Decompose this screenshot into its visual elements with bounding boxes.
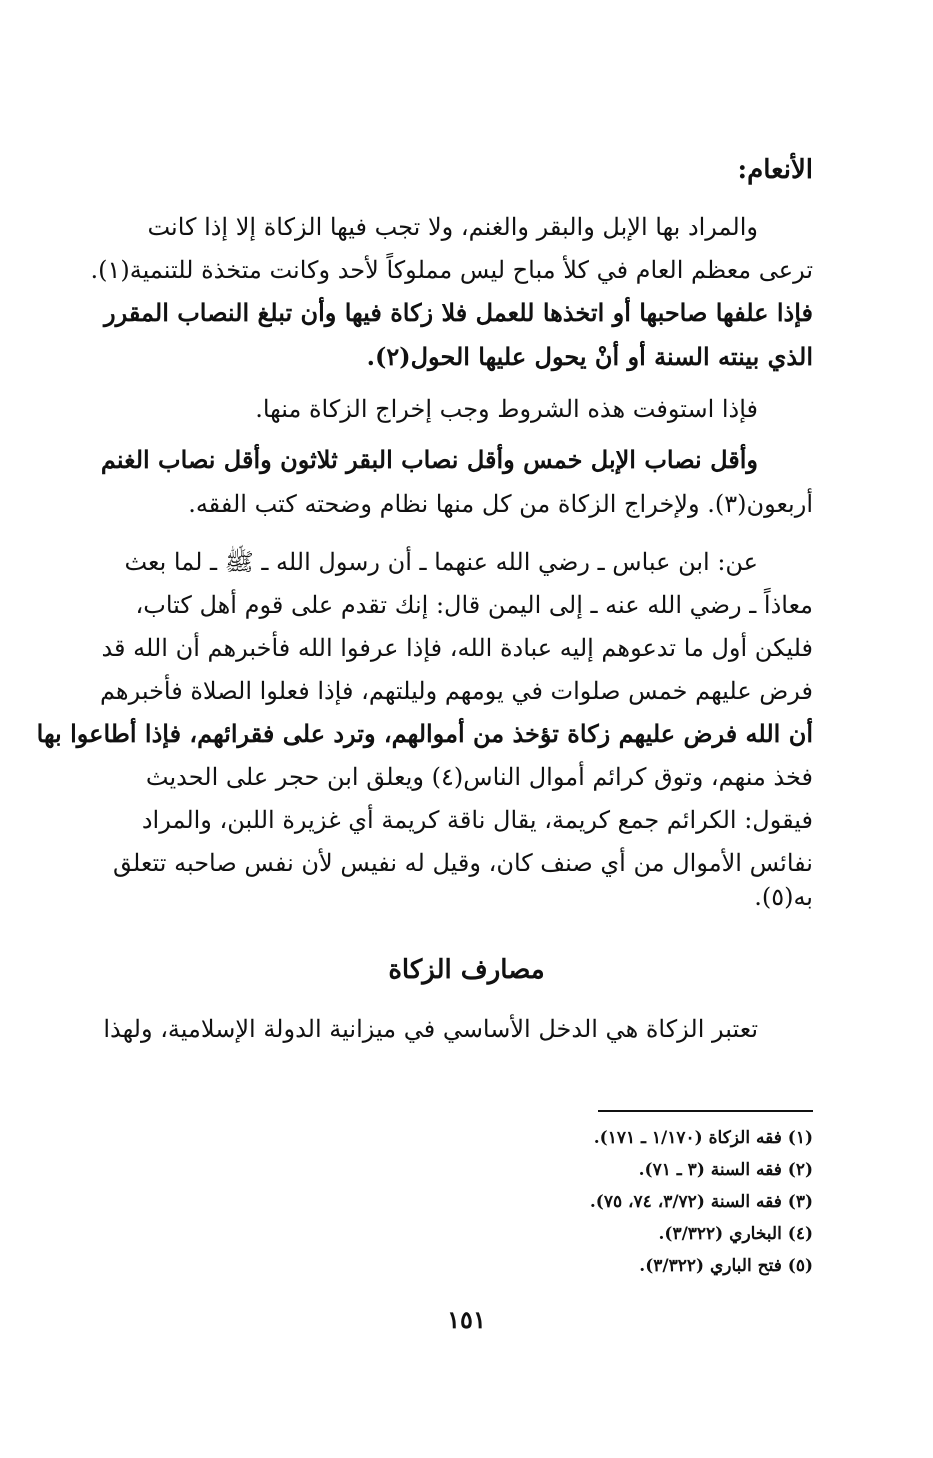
- text-line: فرض عليهم خمس صلوات في يومهم وليلتهم، فإذا فعلوا الصلاة فأخبرهم: [99, 677, 813, 705]
- footnote: (١) فقه الزكاة (١/١٧٠ ـ ١٧١).: [593, 1128, 813, 1148]
- text-line: تعتبر الزكاة هي الدخل الأساسي في ميزانية الدولة الإسلامية، ولهذا: [103, 1015, 758, 1043]
- text-line: فليكن أول ما تدعوهم إليه عبادة الله، فإذا عرفوا الله فأخبرهم أن الله قد: [101, 634, 813, 662]
- text-line: وأقل نصاب الإبل خمس وأقل نصاب البقر ثلاثون وأقل نصاب الغنم: [100, 445, 758, 474]
- paragraph-livestock-conditions: [90, 210, 813, 371]
- paragraph-conditions-met: [158, 392, 758, 428]
- paragraph-nisab: [100, 443, 813, 523]
- text-line: ترعى معظم العام في كلأ مباح ليس مملوكاً لأحد وكانت متخذة للتنمية(١).: [90, 256, 813, 284]
- text-line: نفائس الأموال من أي صنف كان، وقيل له نفيس لأن نفس صاحبه تتعلق: [113, 849, 813, 877]
- text-line: به(٥).: [754, 883, 813, 911]
- section-title: مصارف الزكاة: [388, 955, 545, 985]
- footnote: (٤) البخاري (٣/٣٢٢).: [658, 1224, 813, 1244]
- footnote: (٢) فقه السنة (٣ ـ ٧١).: [638, 1160, 813, 1180]
- text-line: فخذ منهم، وتوق كرائم أموال الناس(٤) ويعلق ابن حجر على الحديث: [145, 763, 813, 791]
- paragraph-hadith: [36, 545, 813, 911]
- footnote-divider: [598, 1110, 813, 1112]
- page-number: ١٥١: [447, 1305, 486, 1334]
- text-line: أن الله فرض عليهم زكاة تؤخذ من أموالهم، وترد على فقرائهم، فإذا أطاعوا بها: [36, 719, 813, 748]
- paragraph-zakat-revenue: [103, 1012, 813, 1048]
- text-line: والمراد بها الإبل والبقر والغنم، ولا تجب فيها الزكاة إلا إذا كانت: [147, 213, 758, 241]
- text-line: فيقول: الكرائم جمع كريمة، يقال ناقة كريمة أي غزيرة اللبن، والمراد: [141, 806, 813, 834]
- text-line: فإذا استوفت هذه الشروط وجب إخراج الزكاة منها.: [255, 395, 758, 423]
- text-line: أربعون(٣). ولإخراج الزكاة من كل منها نظام وضحته كتب الفقه.: [188, 490, 813, 518]
- text-line: عن: ابن عباس ـ رضي الله عنهما ـ أن رسول الله ـ ﷺ ـ لما بعث: [124, 548, 758, 576]
- text-line: الذي بينته السنة أو أنْ يحول عليها الحول(٢).: [366, 342, 813, 371]
- footnote: (٥) فتح الباري (٣/٣٢٢).: [639, 1256, 813, 1276]
- text-line: فإذا علفها صاحبها أو اتخذها للعمل فلا زكاة فيها وأن تبلغ النصاب المقرر: [104, 298, 813, 327]
- footnote: (٣) فقه السنة (٣/٧٢، ٧٤، ٧٥).: [589, 1192, 813, 1212]
- section-heading: الأنعام:: [737, 155, 813, 185]
- text-line: معاذاً ـ رضي الله عنه ـ إلى اليمن قال: إنك تقدم على قوم أهل كتاب،: [135, 591, 813, 619]
